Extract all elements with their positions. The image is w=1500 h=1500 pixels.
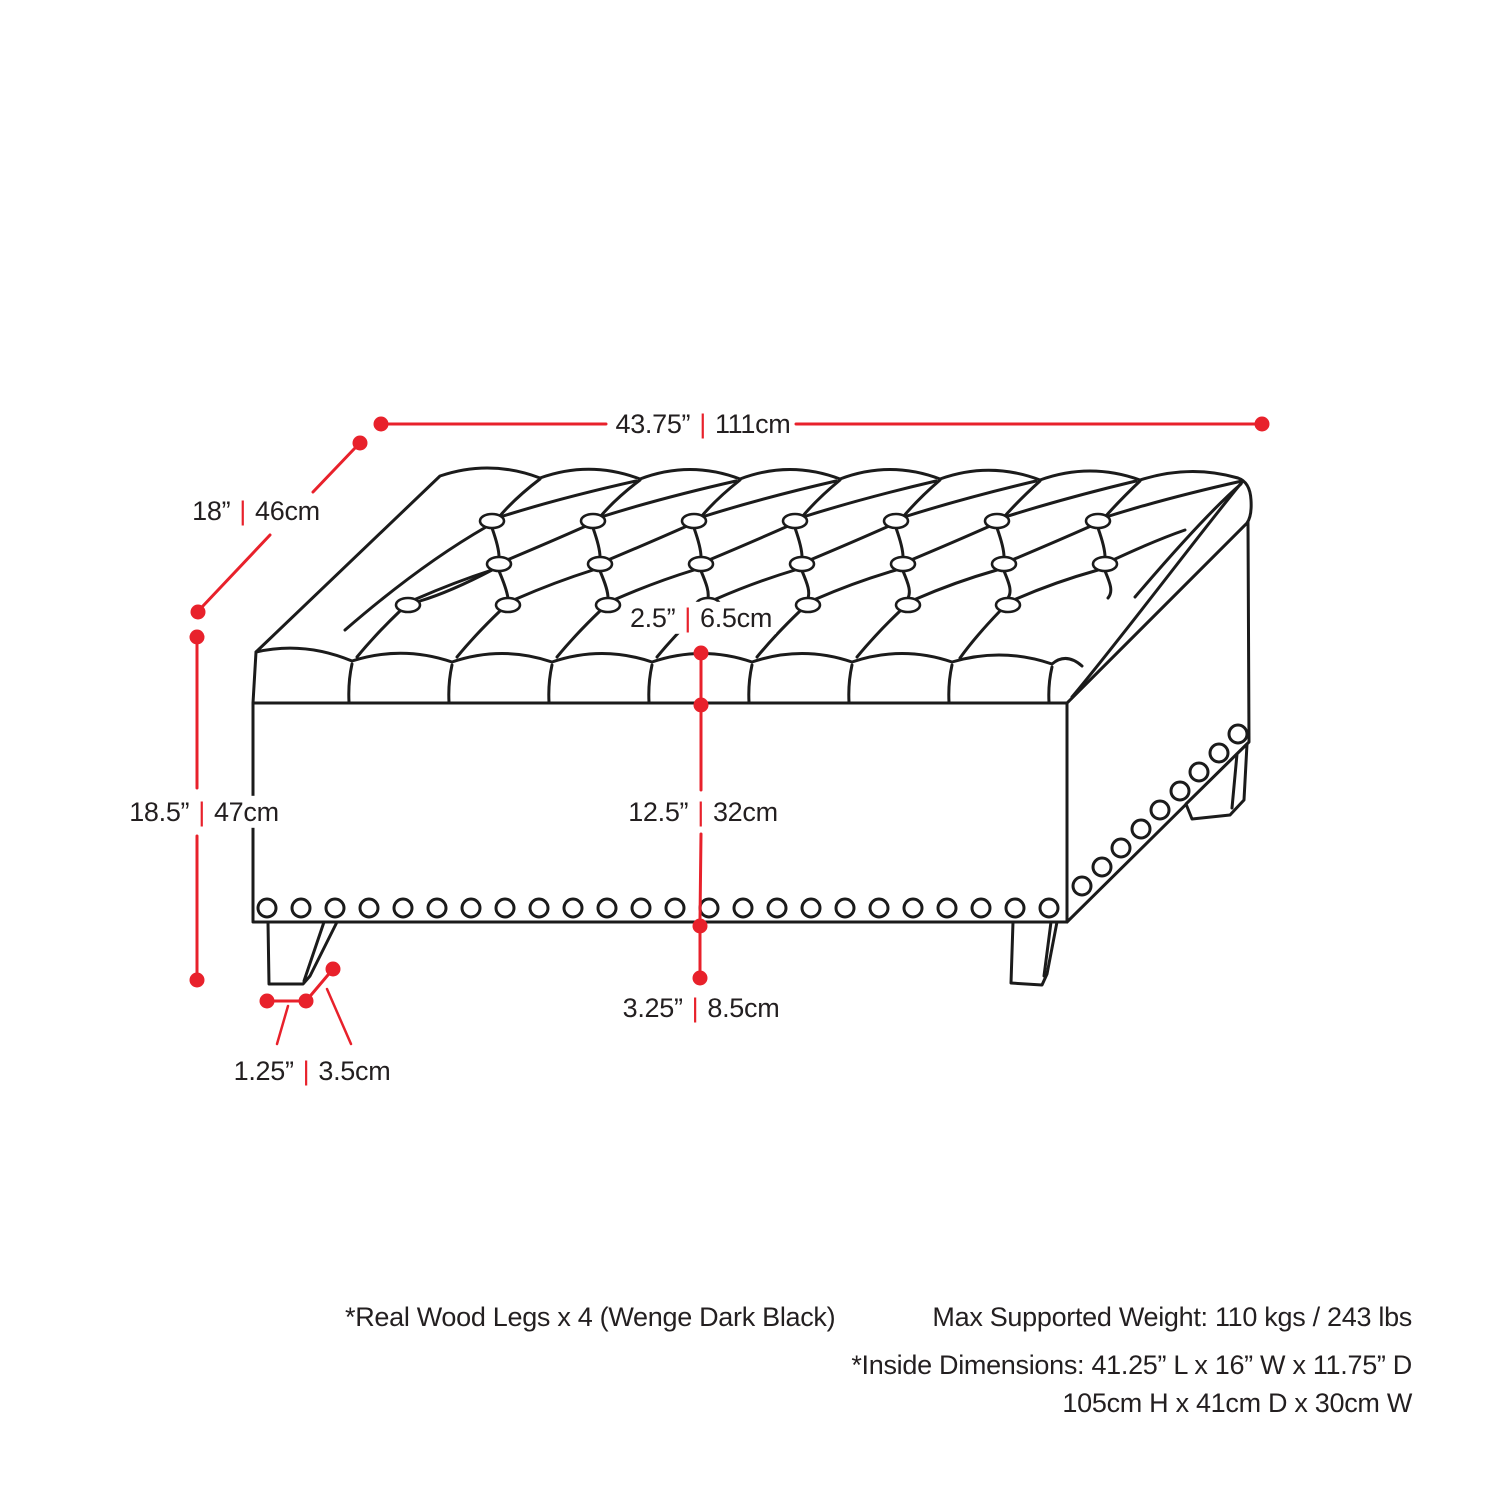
unit-separator-bar: | — [699, 408, 706, 439]
unit-separator-bar: | — [697, 796, 704, 827]
unit-separator-bar: | — [198, 796, 205, 827]
note-max-weight: Max Supported Weight: 110 kgs / 243 lbs — [932, 1301, 1412, 1332]
dim-height-cm: 47cm — [213, 796, 279, 827]
dim-leg-height-cm: 8.5cm — [707, 992, 780, 1023]
dim-depth-label — [188, 495, 324, 527]
note-inside-dimensions: *Inside Dimensions: 41.25” L x 16” W x 11.75” D — [851, 1349, 1412, 1380]
unit-separator-bar: | — [302, 1055, 310, 1086]
dim-cushion-cm: 6.5cm — [700, 602, 773, 633]
unit-separator-bar: | — [684, 602, 692, 633]
dim-width-inches: 43.75” — [615, 408, 691, 439]
dim-width-label — [611, 408, 794, 440]
dim-width-cm: 111cm — [714, 408, 791, 439]
dim-cushion-inches: 2.5” — [629, 602, 676, 633]
dim-body-inches: 12.5” — [628, 796, 689, 827]
unit-separator-bar: | — [691, 992, 699, 1023]
dim-cushion-label — [626, 602, 776, 634]
note-real-wood-legs: *Real Wood Legs x 4 (Wenge Dark Black) — [345, 1301, 836, 1332]
dim-leg-height-label — [619, 992, 784, 1024]
dim-body-label — [624, 796, 782, 828]
dim-depth-inches: 18” — [192, 495, 231, 526]
dim-body-cm: 32cm — [712, 796, 778, 827]
dim-leg-height-inches: 3.25” — [622, 992, 683, 1023]
unit-separator-bar: | — [239, 495, 247, 526]
dim-height-inches: 18.5” — [129, 796, 190, 827]
dim-leg-width-cm: 3.5cm — [318, 1055, 391, 1086]
dim-leg-width-inches: 1.25” — [233, 1055, 294, 1086]
ottoman-cushion — [253, 468, 1251, 703]
dim-height-label — [125, 796, 283, 828]
dim-leg-width-label — [230, 1055, 395, 1087]
dim-depth-cm: 46cm — [255, 495, 320, 526]
note-inside-dimensions-metric: 105cm H x 41cm D x 30cm W — [1062, 1387, 1412, 1418]
